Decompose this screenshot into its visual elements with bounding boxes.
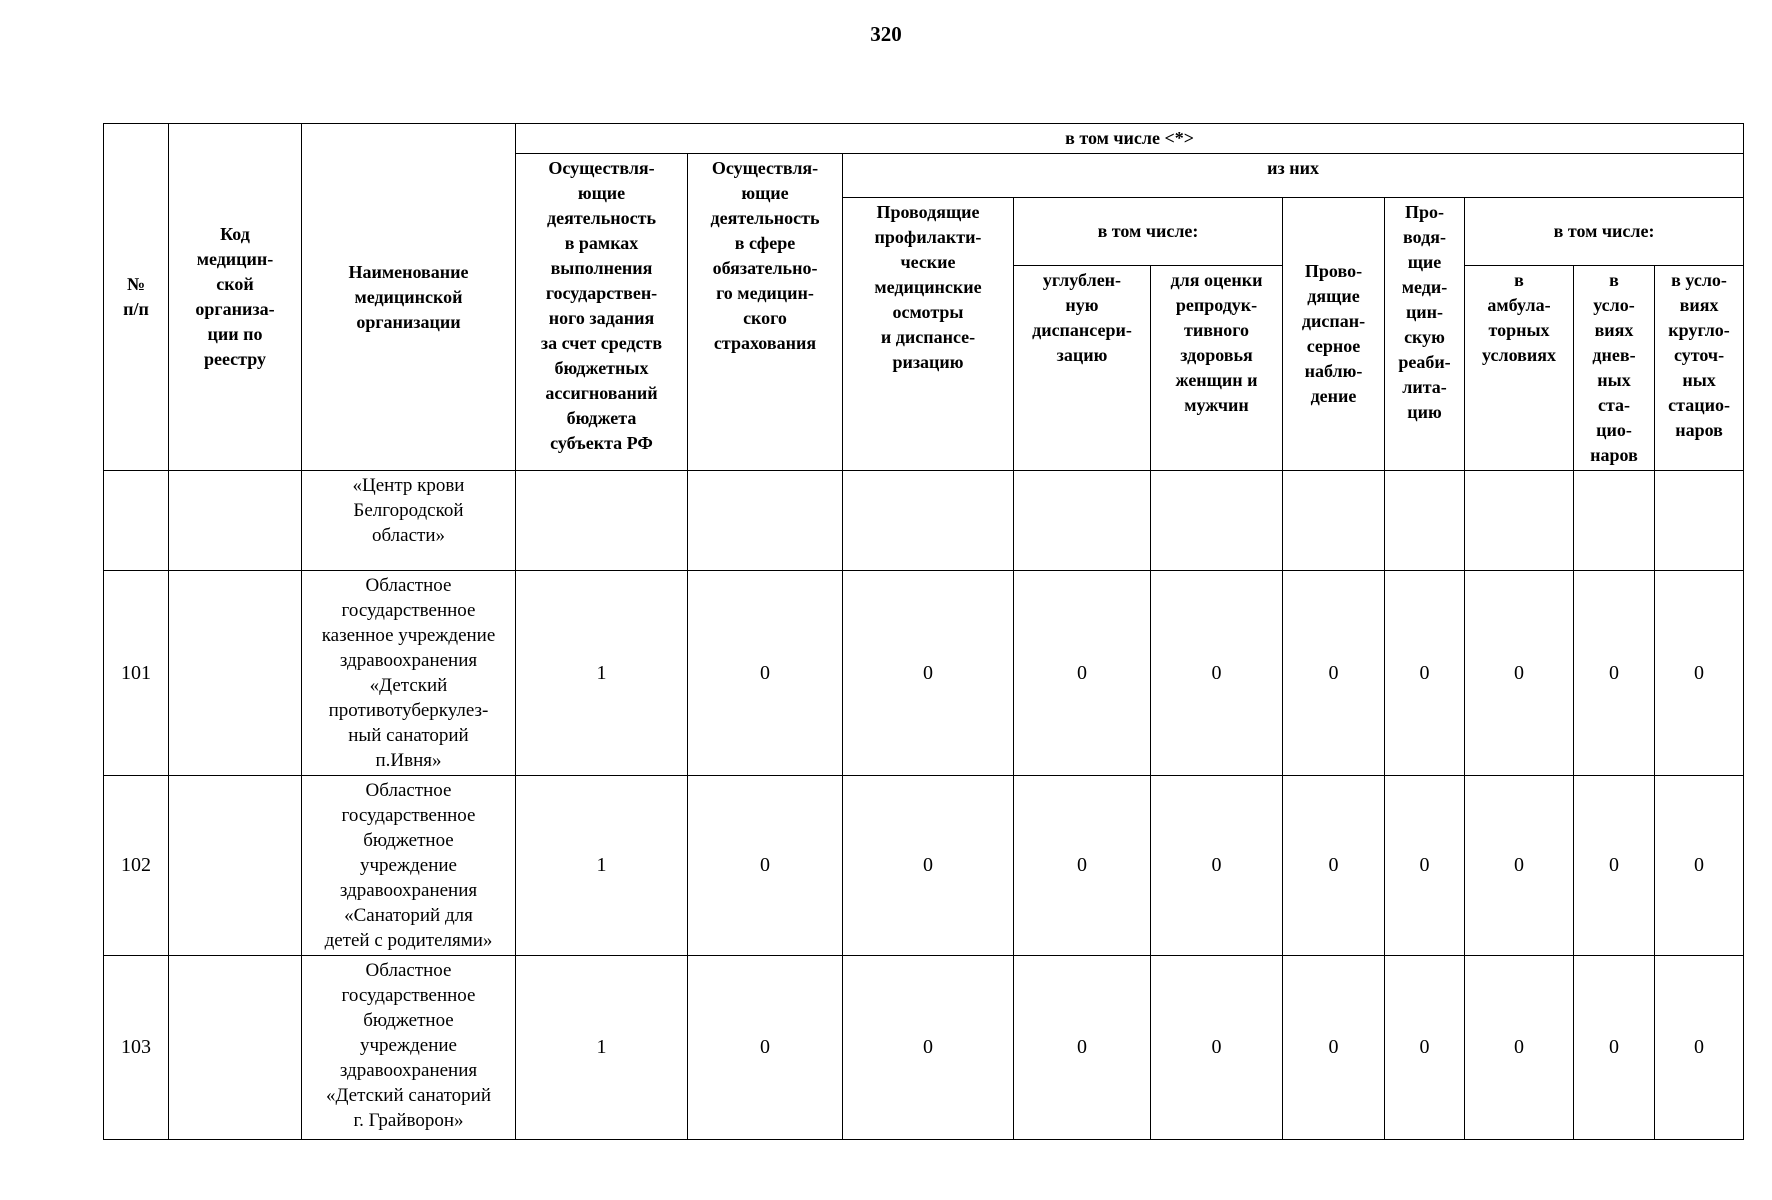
value-cell: 1 (516, 571, 688, 776)
header-rehabilitation: Про- водя- щие меди- цин- скую реаби- лита- цию (1385, 198, 1465, 471)
value-cell (1574, 471, 1655, 571)
header-including-2: в том числе: (1465, 198, 1744, 266)
value-cell: 0 (688, 956, 843, 1140)
value-cell: 0 (1655, 776, 1744, 956)
value-cell: 0 (1014, 776, 1151, 956)
header-prof-exams: Проводящие профилакти- ческие медицинские осмотры и диспансе- ризацию (843, 198, 1014, 471)
value-cell: 0 (1655, 956, 1744, 1140)
value-cell: 0 (1151, 571, 1283, 776)
value-cell (688, 471, 843, 571)
table-row (104, 571, 1744, 776)
value-cell: 1 (516, 776, 688, 956)
row-code (169, 471, 302, 571)
value-cell: 0 (1014, 571, 1151, 776)
value-cell (843, 471, 1014, 571)
header-including: в том числе <*> (516, 124, 1744, 154)
value-cell: 0 (843, 956, 1014, 1140)
row-name: Областное государственное казенное учреждение здравоохранения «Детский противотуберкулез- ный санаторий п.Ивня» (302, 571, 516, 776)
row-code (169, 956, 302, 1140)
value-cell: 0 (1465, 571, 1574, 776)
value-cell: 0 (1574, 571, 1655, 776)
value-cell: 0 (1283, 571, 1385, 776)
value-cell: 0 (1655, 571, 1744, 776)
value-cell (516, 471, 688, 571)
value-cell (1655, 471, 1744, 571)
value-cell: 0 (1465, 956, 1574, 1140)
value-cell: 0 (1151, 956, 1283, 1140)
value-cell: 0 (1385, 956, 1465, 1140)
row-name: «Центр крови Белгородской области» (302, 471, 516, 571)
value-cell: 0 (688, 571, 843, 776)
value-cell: 0 (1385, 776, 1465, 956)
value-cell: 0 (843, 571, 1014, 776)
table-row (104, 956, 1744, 1140)
header-reproductive: для оценки репродук- тивного здоровья женщин и мужчин (1151, 266, 1283, 471)
page-number: 320 (870, 22, 902, 46)
value-cell: 0 (688, 776, 843, 956)
header-of-them: из них (843, 154, 1744, 198)
value-cell (1283, 471, 1385, 571)
value-cell (1151, 471, 1283, 571)
row-code (169, 776, 302, 956)
row-name: Областное государственное бюджетное учреждение здравоохранения «Санаторий для детей с родителями» (302, 776, 516, 956)
value-cell: 0 (1283, 776, 1385, 956)
header-code: Код медицин- ской организа- ции по реестру (169, 124, 302, 471)
medical-organizations-table (103, 123, 1744, 1140)
header-round-the-clock: в усло- виях кругло- суточ- ных стацио- наров (1655, 266, 1744, 471)
value-cell: 0 (1151, 776, 1283, 956)
row-num: 102 (104, 776, 169, 956)
row-num: 103 (104, 956, 169, 1140)
header-including-1: в том числе: (1014, 198, 1283, 266)
row-name: Областное государственное бюджетное учреждение здравоохранения «Детский санаторий г. Грайворон» (302, 956, 516, 1140)
header-ambulatory: в амбула- торных условиях (1465, 266, 1574, 471)
header-deep-dispensary: углублен- ную диспансери- зацию (1014, 266, 1151, 471)
header-num: № п/п (104, 124, 169, 471)
header-state-assignment: Осуществля- ющие деятельность в рамках выполнения государствен- ного задания за счет средств бюджетных ассигнований бюджета субъекта РФ (516, 154, 688, 471)
value-cell: 0 (1385, 571, 1465, 776)
row-code (169, 571, 302, 776)
row-num (104, 471, 169, 571)
value-cell (1385, 471, 1465, 571)
table-row (104, 776, 1744, 956)
row-num: 101 (104, 571, 169, 776)
value-cell (1465, 471, 1574, 571)
value-cell: 0 (1465, 776, 1574, 956)
value-cell: 0 (1283, 956, 1385, 1140)
header-dispensary: Прово- дящие диспан- серное наблю- дение (1283, 198, 1385, 471)
value-cell (1014, 471, 1151, 571)
table-row (104, 471, 1744, 571)
value-cell: 0 (1574, 776, 1655, 956)
header-oms: Осуществля- ющие деятельность в сфере обязательно- го медицин- ского страхования (688, 154, 843, 471)
value-cell: 0 (843, 776, 1014, 956)
value-cell: 0 (1574, 956, 1655, 1140)
value-cell: 0 (1014, 956, 1151, 1140)
header-name: Наименование медицинской организации (302, 124, 516, 471)
header-day-hospital: в усло- виях днев- ных ста- цио- наров (1574, 266, 1655, 471)
value-cell: 1 (516, 956, 688, 1140)
